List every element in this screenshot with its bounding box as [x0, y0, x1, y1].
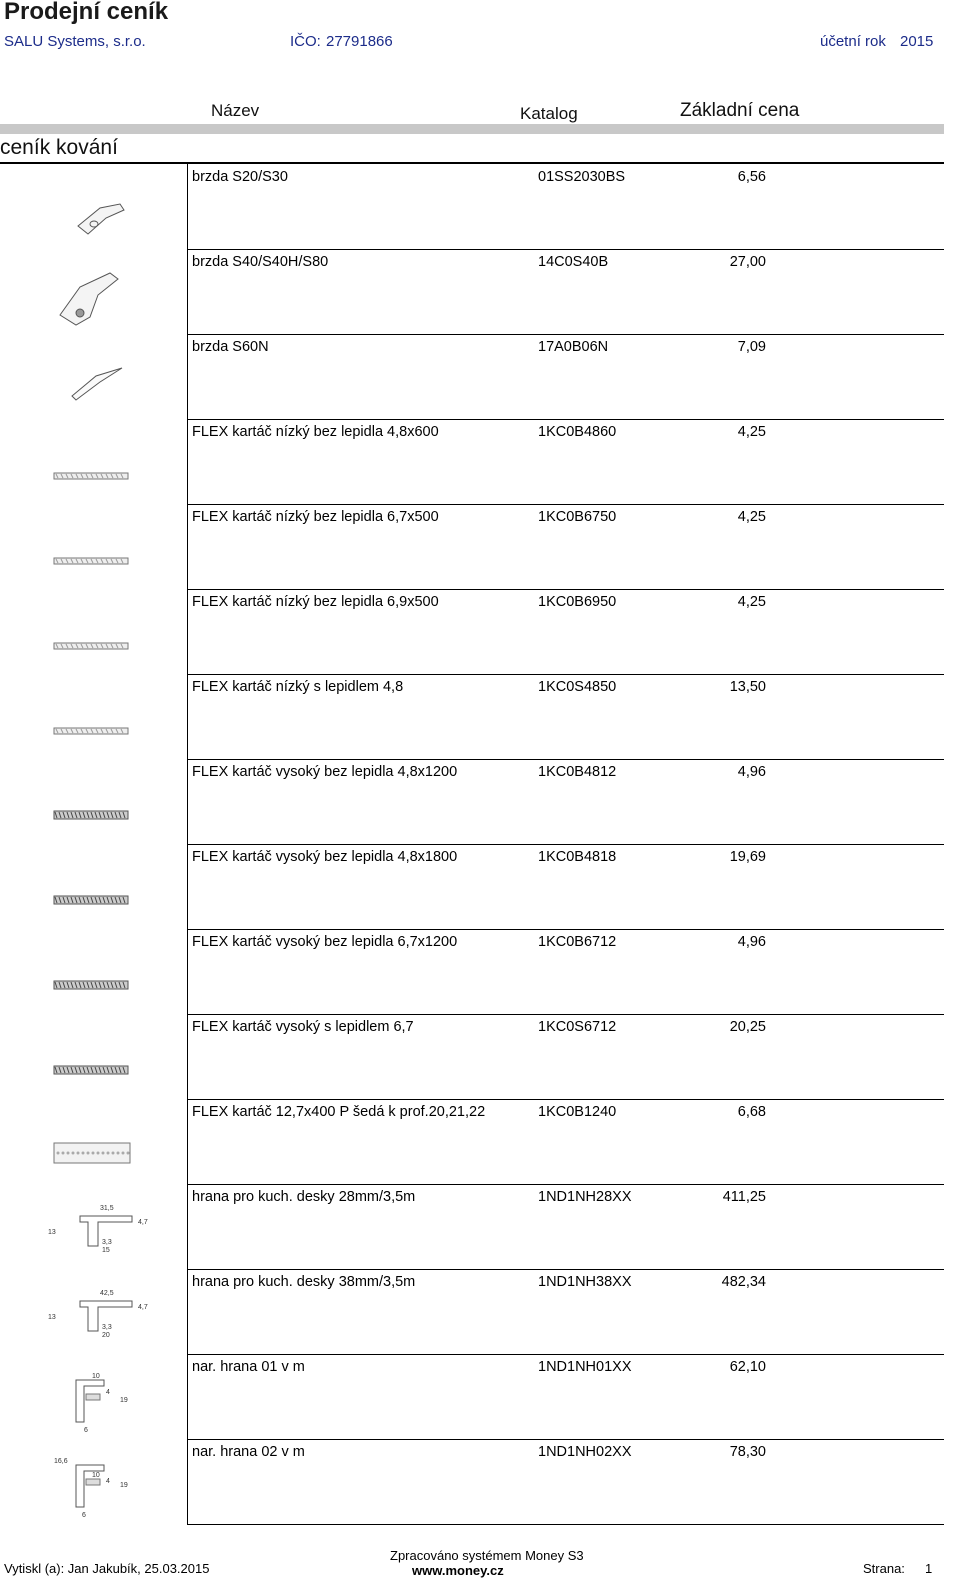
- item-image: [40, 1372, 160, 1436]
- item-price: 19,69: [729, 849, 766, 865]
- item-catalog-code: 1KC0B4812: [538, 764, 617, 780]
- item-name: brzda S20/S30: [192, 169, 288, 185]
- item-name: FLEX kartáč nízký bez lepidla 4,8x600: [192, 424, 439, 440]
- item-catalog-code: 1KC0S6712: [538, 1019, 617, 1035]
- item-price: 20,25: [729, 1019, 766, 1035]
- dimension-label: 4: [106, 1478, 110, 1485]
- item-image: [40, 522, 160, 586]
- header-band: [0, 124, 944, 134]
- row-divider-vertical: [187, 1099, 188, 1185]
- table-row: [0, 164, 944, 250]
- page-title: Prodejní ceník: [4, 0, 169, 25]
- item-image: [40, 1287, 160, 1351]
- table-row: [0, 249, 944, 335]
- column-header-name: Název: [211, 101, 260, 120]
- item-catalog-code: 1KC0B6712: [538, 934, 617, 950]
- table-row: [0, 759, 944, 845]
- dimension-label: 3,3: [102, 1324, 112, 1331]
- item-price: 4,25: [737, 424, 766, 440]
- item-name: FLEX kartáč vysoký bez lepidla 6,7x1200: [192, 934, 458, 950]
- dimension-label: 42,5: [100, 1290, 114, 1297]
- table-row: [0, 1354, 944, 1440]
- item-catalog-code: 14C0S40B: [538, 254, 609, 270]
- item-name: FLEX kartáč vysoký bez lepidla 4,8x1200: [192, 764, 458, 780]
- footer-printed-by: Vytiskl (a): Jan Jakubík, 25.03.2015: [4, 1561, 210, 1576]
- brake-s20-icon: [40, 182, 160, 246]
- column-header-price: Základní cena: [680, 100, 800, 121]
- corner-profile-icon: [40, 1372, 160, 1436]
- row-divider: [187, 1524, 944, 1525]
- item-catalog-code: 1KC0B1240: [538, 1104, 617, 1120]
- item-name: FLEX kartáč 12,7x400 P šedá k prof.20,21,22: [192, 1104, 486, 1120]
- item-price: 411,25: [722, 1189, 766, 1205]
- item-catalog-code: 1ND1NH02XX: [538, 1444, 632, 1460]
- table-row: [0, 589, 944, 675]
- ico-label: IČO:: [290, 33, 321, 50]
- row-divider-vertical: [187, 504, 188, 590]
- brush-wide-icon: [40, 1117, 160, 1181]
- table-row: [0, 1439, 944, 1525]
- footer-page-number: 1: [925, 1561, 933, 1576]
- table-row: [0, 1014, 944, 1100]
- item-price: 27,00: [729, 254, 766, 270]
- dimension-label: 13: [48, 1314, 56, 1321]
- dimension-label: 4: [106, 1389, 110, 1396]
- item-name: hrana pro kuch. desky 28mm/3,5m: [192, 1189, 416, 1205]
- table-row: [0, 1269, 944, 1355]
- row-divider-vertical: [187, 1439, 188, 1525]
- item-price: 4,25: [737, 509, 766, 525]
- edge-profile-icon: [40, 1287, 160, 1351]
- dimension-label: 6: [82, 1512, 86, 1519]
- row-divider-vertical: [187, 759, 188, 845]
- item-name: nar. hrana 02 v m: [192, 1444, 305, 1460]
- row-divider-vertical: [187, 1184, 188, 1270]
- dimension-label: 3,3: [102, 1239, 112, 1246]
- dimension-label: 10: [92, 1472, 100, 1479]
- row-divider-vertical: [187, 419, 188, 505]
- edge-profile-icon: [40, 1202, 160, 1266]
- year-label: účetní rok: [820, 33, 886, 50]
- item-image: [40, 862, 160, 926]
- item-catalog-code: 17A0B06N: [538, 339, 609, 355]
- item-name: FLEX kartáč nízký bez lepidla 6,7x500: [192, 509, 439, 525]
- item-image: [40, 267, 160, 331]
- brake-s40-icon: [40, 267, 160, 331]
- item-price: 4,96: [737, 764, 766, 780]
- dimension-label: 13: [48, 1229, 56, 1236]
- item-image: [40, 437, 160, 501]
- item-catalog-code: 1KC0B6950: [538, 594, 617, 610]
- item-name: FLEX kartáč vysoký bez lepidla 4,8x1800: [192, 849, 458, 865]
- table-row: [0, 1184, 944, 1270]
- dimension-label: 19: [120, 1482, 128, 1489]
- row-divider-vertical: [187, 1354, 188, 1440]
- item-name: FLEX kartáč nízký bez lepidla 6,9x500: [192, 594, 439, 610]
- footer-website[interactable]: www.money.cz: [412, 1563, 504, 1578]
- item-catalog-code: 1KC0S4850: [538, 679, 617, 695]
- item-price: 6,56: [737, 169, 766, 185]
- brush-strip-icon: [40, 437, 160, 501]
- table-row: [0, 674, 944, 760]
- item-price: 78,30: [729, 1444, 766, 1460]
- row-divider-vertical: [187, 1269, 188, 1355]
- item-name: nar. hrana 01 v m: [192, 1359, 305, 1375]
- row-divider-vertical: [187, 164, 188, 250]
- item-image: [40, 1457, 160, 1521]
- row-divider-vertical: [187, 589, 188, 675]
- row-divider-vertical: [187, 1014, 188, 1100]
- item-name: hrana pro kuch. desky 38mm/3,5m: [192, 1274, 416, 1290]
- item-image: [40, 607, 160, 671]
- item-catalog-code: 1KC0B4818: [538, 849, 617, 865]
- item-catalog-code: 1KC0B6750: [538, 509, 617, 525]
- dimension-label: 10: [92, 1373, 100, 1380]
- footer-processed: Zpracováno systémem Money S3: [390, 1548, 584, 1563]
- item-image: [40, 947, 160, 1011]
- dimension-label: 15: [102, 1247, 110, 1254]
- item-catalog-code: 01SS2030BS: [538, 169, 626, 185]
- dimension-label: 6: [84, 1427, 88, 1434]
- item-image: [40, 1032, 160, 1096]
- table-row: [0, 419, 944, 505]
- brush-strip-high-icon: [40, 862, 160, 926]
- item-catalog-code: 1ND1NH28XX: [538, 1189, 632, 1205]
- item-image: [40, 182, 160, 246]
- item-price: 7,09: [737, 339, 766, 355]
- item-catalog-code: 1KC0B4860: [538, 424, 617, 440]
- footer-page-label: Strana:: [863, 1561, 905, 1576]
- item-image: [40, 692, 160, 756]
- item-price: 62,10: [729, 1359, 766, 1375]
- dimension-label: 16,6: [54, 1458, 68, 1465]
- row-divider-vertical: [187, 249, 188, 335]
- dimension-label: 20: [102, 1332, 110, 1339]
- item-image: [40, 1117, 160, 1181]
- item-name: FLEX kartáč nízký s lepidlem 4,8: [192, 679, 404, 695]
- column-header-catalog: Katalog: [520, 104, 578, 123]
- table-row: [0, 334, 944, 420]
- brush-strip-high-icon: [40, 1032, 160, 1096]
- brush-strip-icon: [40, 692, 160, 756]
- row-divider-vertical: [187, 929, 188, 1015]
- row-divider-vertical: [187, 674, 188, 760]
- item-name: brzda S40/S40H/S80: [192, 254, 329, 270]
- item-name: FLEX kartáč vysoký s lepidlem 6,7: [192, 1019, 414, 1035]
- brush-strip-high-icon: [40, 777, 160, 841]
- item-price: 482,34: [721, 1274, 766, 1290]
- ico-value: 27791866: [326, 33, 393, 50]
- table-row: [0, 929, 944, 1015]
- item-price: 4,96: [737, 934, 766, 950]
- item-price: 6,68: [737, 1104, 766, 1120]
- table-row: [0, 844, 944, 930]
- row-divider-vertical: [187, 844, 188, 930]
- item-image: [40, 1202, 160, 1266]
- table-row: [0, 504, 944, 590]
- item-catalog-code: 1ND1NH01XX: [538, 1359, 632, 1375]
- row-divider-vertical: [187, 334, 188, 420]
- brush-strip-icon: [40, 607, 160, 671]
- dimension-label: 4,7: [138, 1304, 148, 1311]
- item-catalog-code: 1ND1NH38XX: [538, 1274, 632, 1290]
- item-price: 13,50: [729, 679, 766, 695]
- company-name: SALU Systems, s.r.o.: [4, 33, 146, 50]
- item-price: 4,25: [737, 594, 766, 610]
- table-row: [0, 1099, 944, 1185]
- item-name: brzda S60N: [192, 339, 269, 355]
- item-image: [40, 352, 160, 416]
- item-image: [40, 777, 160, 841]
- section-title: ceník kování: [0, 136, 118, 159]
- dimension-label: 31,5: [100, 1205, 114, 1212]
- brush-strip-high-icon: [40, 947, 160, 1011]
- year-value: 2015: [900, 33, 934, 50]
- corner-profile-icon: [40, 1457, 160, 1521]
- dimension-label: 4,7: [138, 1219, 148, 1226]
- brake-s60-icon: [40, 352, 160, 416]
- dimension-label: 19: [120, 1397, 128, 1404]
- brush-strip-icon: [40, 522, 160, 586]
